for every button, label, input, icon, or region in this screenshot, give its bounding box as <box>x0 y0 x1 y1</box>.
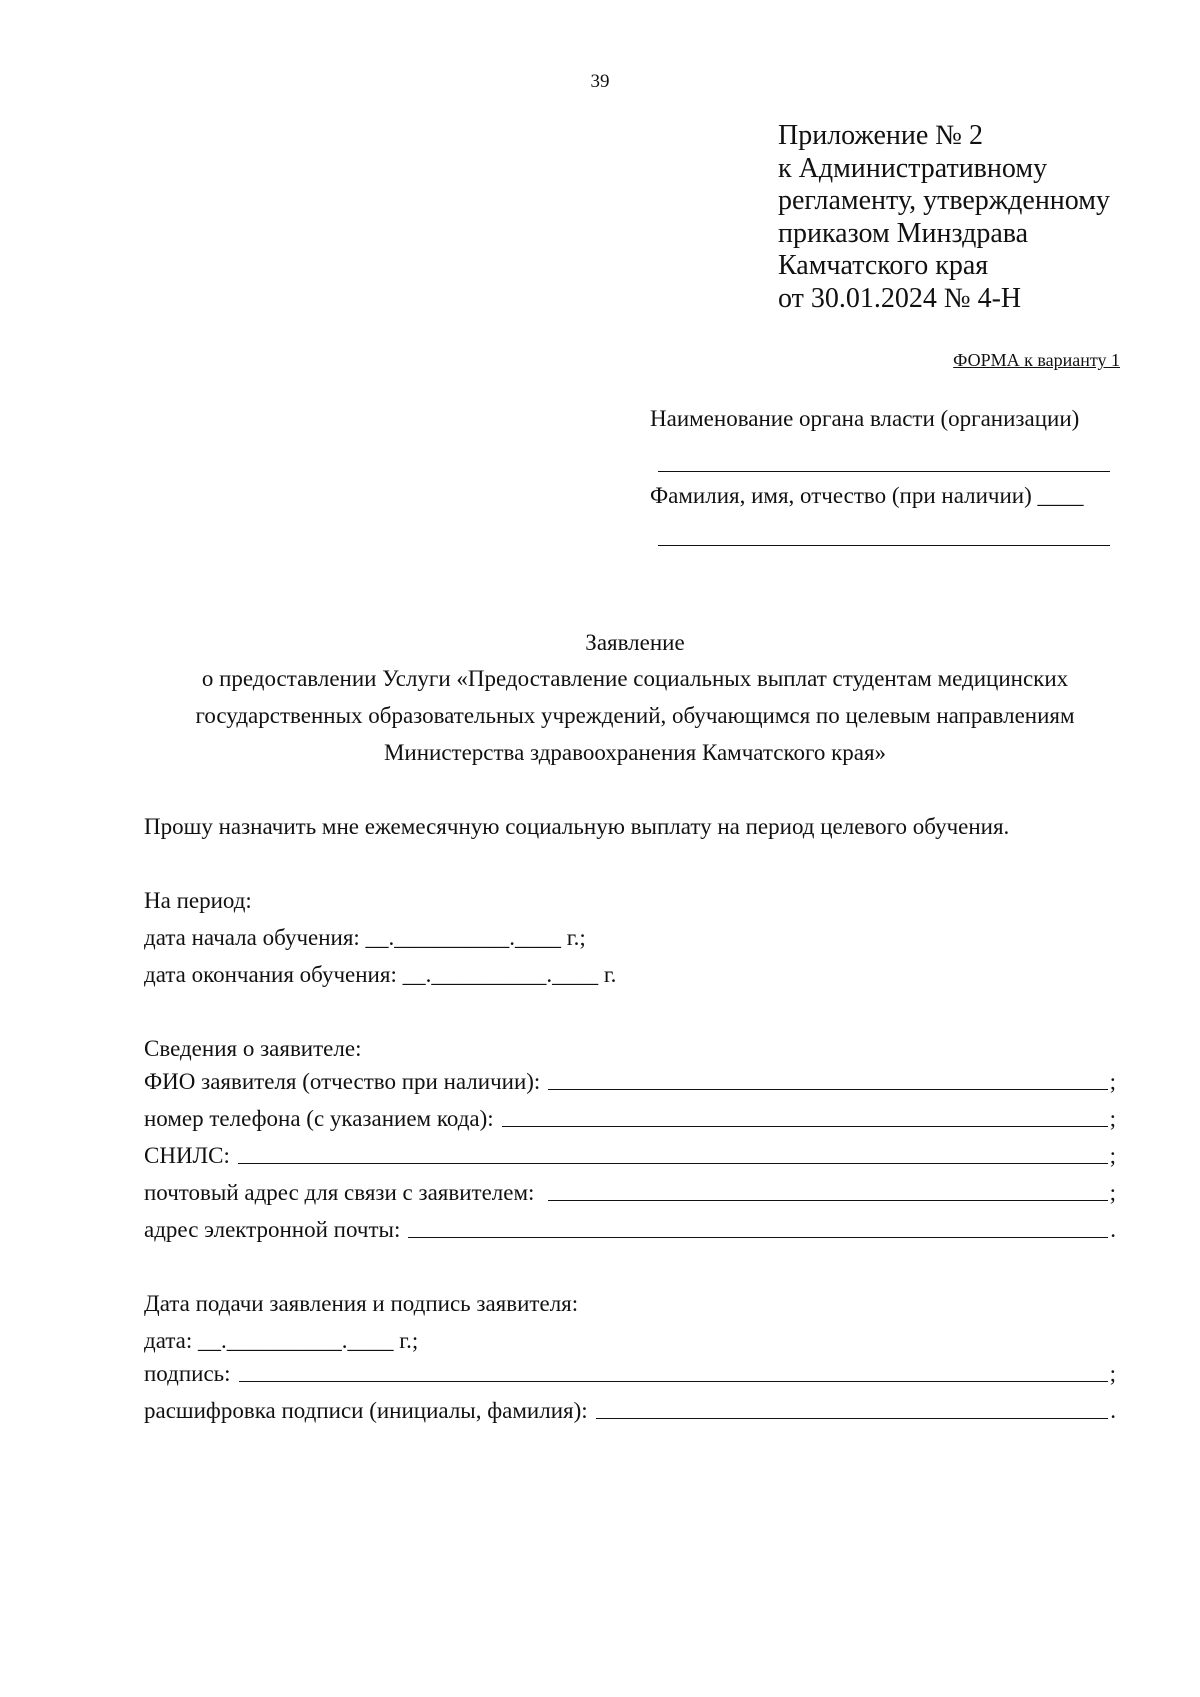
period-heading: На период: <box>144 888 252 913</box>
applicant-postal-label: почтовый адрес для связи с заявителем: <box>144 1180 535 1205</box>
signature-label: подпись: <box>144 1361 231 1386</box>
applicant-snils-label: СНИЛС: <box>144 1143 230 1168</box>
study-start-date-field[interactable]: дата начала обучения: __.__________.____ г.; <box>144 925 586 950</box>
applicant-fio-input-line[interactable] <box>548 1089 1107 1090</box>
addressee-fio-input-line[interactable] <box>658 545 1110 546</box>
request-text: Прошу назначить мне ежемесячную социальную выплату на период целевого обучения. <box>144 814 1010 839</box>
appendix-line: к Административному <box>778 152 1048 184</box>
form-variant-label: ФОРМА к варианту 1 <box>953 350 1120 370</box>
row-end-mark: ; <box>1109 1106 1116 1131</box>
signature-row <box>144 1361 1116 1387</box>
applicant-heading: Сведения о заявителе: <box>144 1036 362 1061</box>
applicant-email-label: адрес электронной почты: <box>144 1217 401 1242</box>
document-title-line: о предоставлении Услуги «Предоставление социальных выплат студентам медицинских <box>201 666 1069 691</box>
applicant-snils-input-line[interactable] <box>238 1163 1108 1164</box>
signature-heading: Дата подачи заявления и подпись заявителя: <box>144 1291 579 1316</box>
authority-input-line[interactable] <box>658 471 1110 472</box>
signature-decode-label: расшифровка подписи (инициалы, фамилия): <box>144 1398 588 1423</box>
page-number: 39 <box>590 71 610 92</box>
document-heading: Заявление <box>585 630 685 655</box>
signature-input-line[interactable] <box>239 1381 1108 1382</box>
appendix-line: Камчатского края <box>778 250 989 281</box>
appendix-line: от 30.01.2024 № 4-Н <box>778 282 1022 314</box>
row-end-mark: . <box>1110 1398 1116 1423</box>
appendix-header <box>778 120 1110 315</box>
signature-decode-input-line[interactable] <box>596 1418 1109 1419</box>
row-end-mark: ; <box>1109 1361 1116 1386</box>
signature-decode-row <box>144 1398 1116 1424</box>
document-title-line: Министерства здравоохранения Камчатского края» <box>383 740 887 765</box>
appendix-line: Приложение № 2 <box>778 120 983 151</box>
authority-label: Наименование органа власти (организации) <box>650 406 1080 431</box>
applicant-postal-input-line[interactable] <box>548 1200 1107 1201</box>
applicant-phone-label: номер телефона (с указанием кода): <box>144 1106 494 1131</box>
study-end-date-field[interactable]: дата окончания обучения: __.__________.____ г. <box>144 962 617 987</box>
row-end-mark: ; <box>1109 1069 1116 1094</box>
submission-date-field[interactable]: дата: __.__________.____ г.; <box>144 1328 419 1353</box>
document-title-line: государственных образовательных учреждений, обучающимся по целевым направлениям <box>195 703 1075 728</box>
applicant-postal-row <box>144 1180 1116 1206</box>
applicant-phone-input-line[interactable] <box>502 1126 1108 1127</box>
applicant-fio-label: ФИО заявителя (отчество при наличии): <box>144 1069 541 1094</box>
appendix-line: регламенту, утвержденному <box>778 185 1110 216</box>
applicant-snils-row <box>144 1143 1116 1169</box>
row-end-mark: ; <box>1109 1180 1116 1205</box>
row-end-mark: ; <box>1109 1143 1116 1168</box>
applicant-email-input-line[interactable] <box>408 1237 1108 1238</box>
addressee-fio-label: Фамилия, имя, отчество (при наличии) ____ <box>650 483 1084 508</box>
appendix-line: приказом Минздрава <box>778 217 1029 249</box>
applicant-fio-row <box>144 1069 1116 1095</box>
applicant-email-row <box>144 1217 1116 1243</box>
row-end-mark: . <box>1110 1217 1116 1242</box>
applicant-phone-row <box>144 1106 1116 1132</box>
